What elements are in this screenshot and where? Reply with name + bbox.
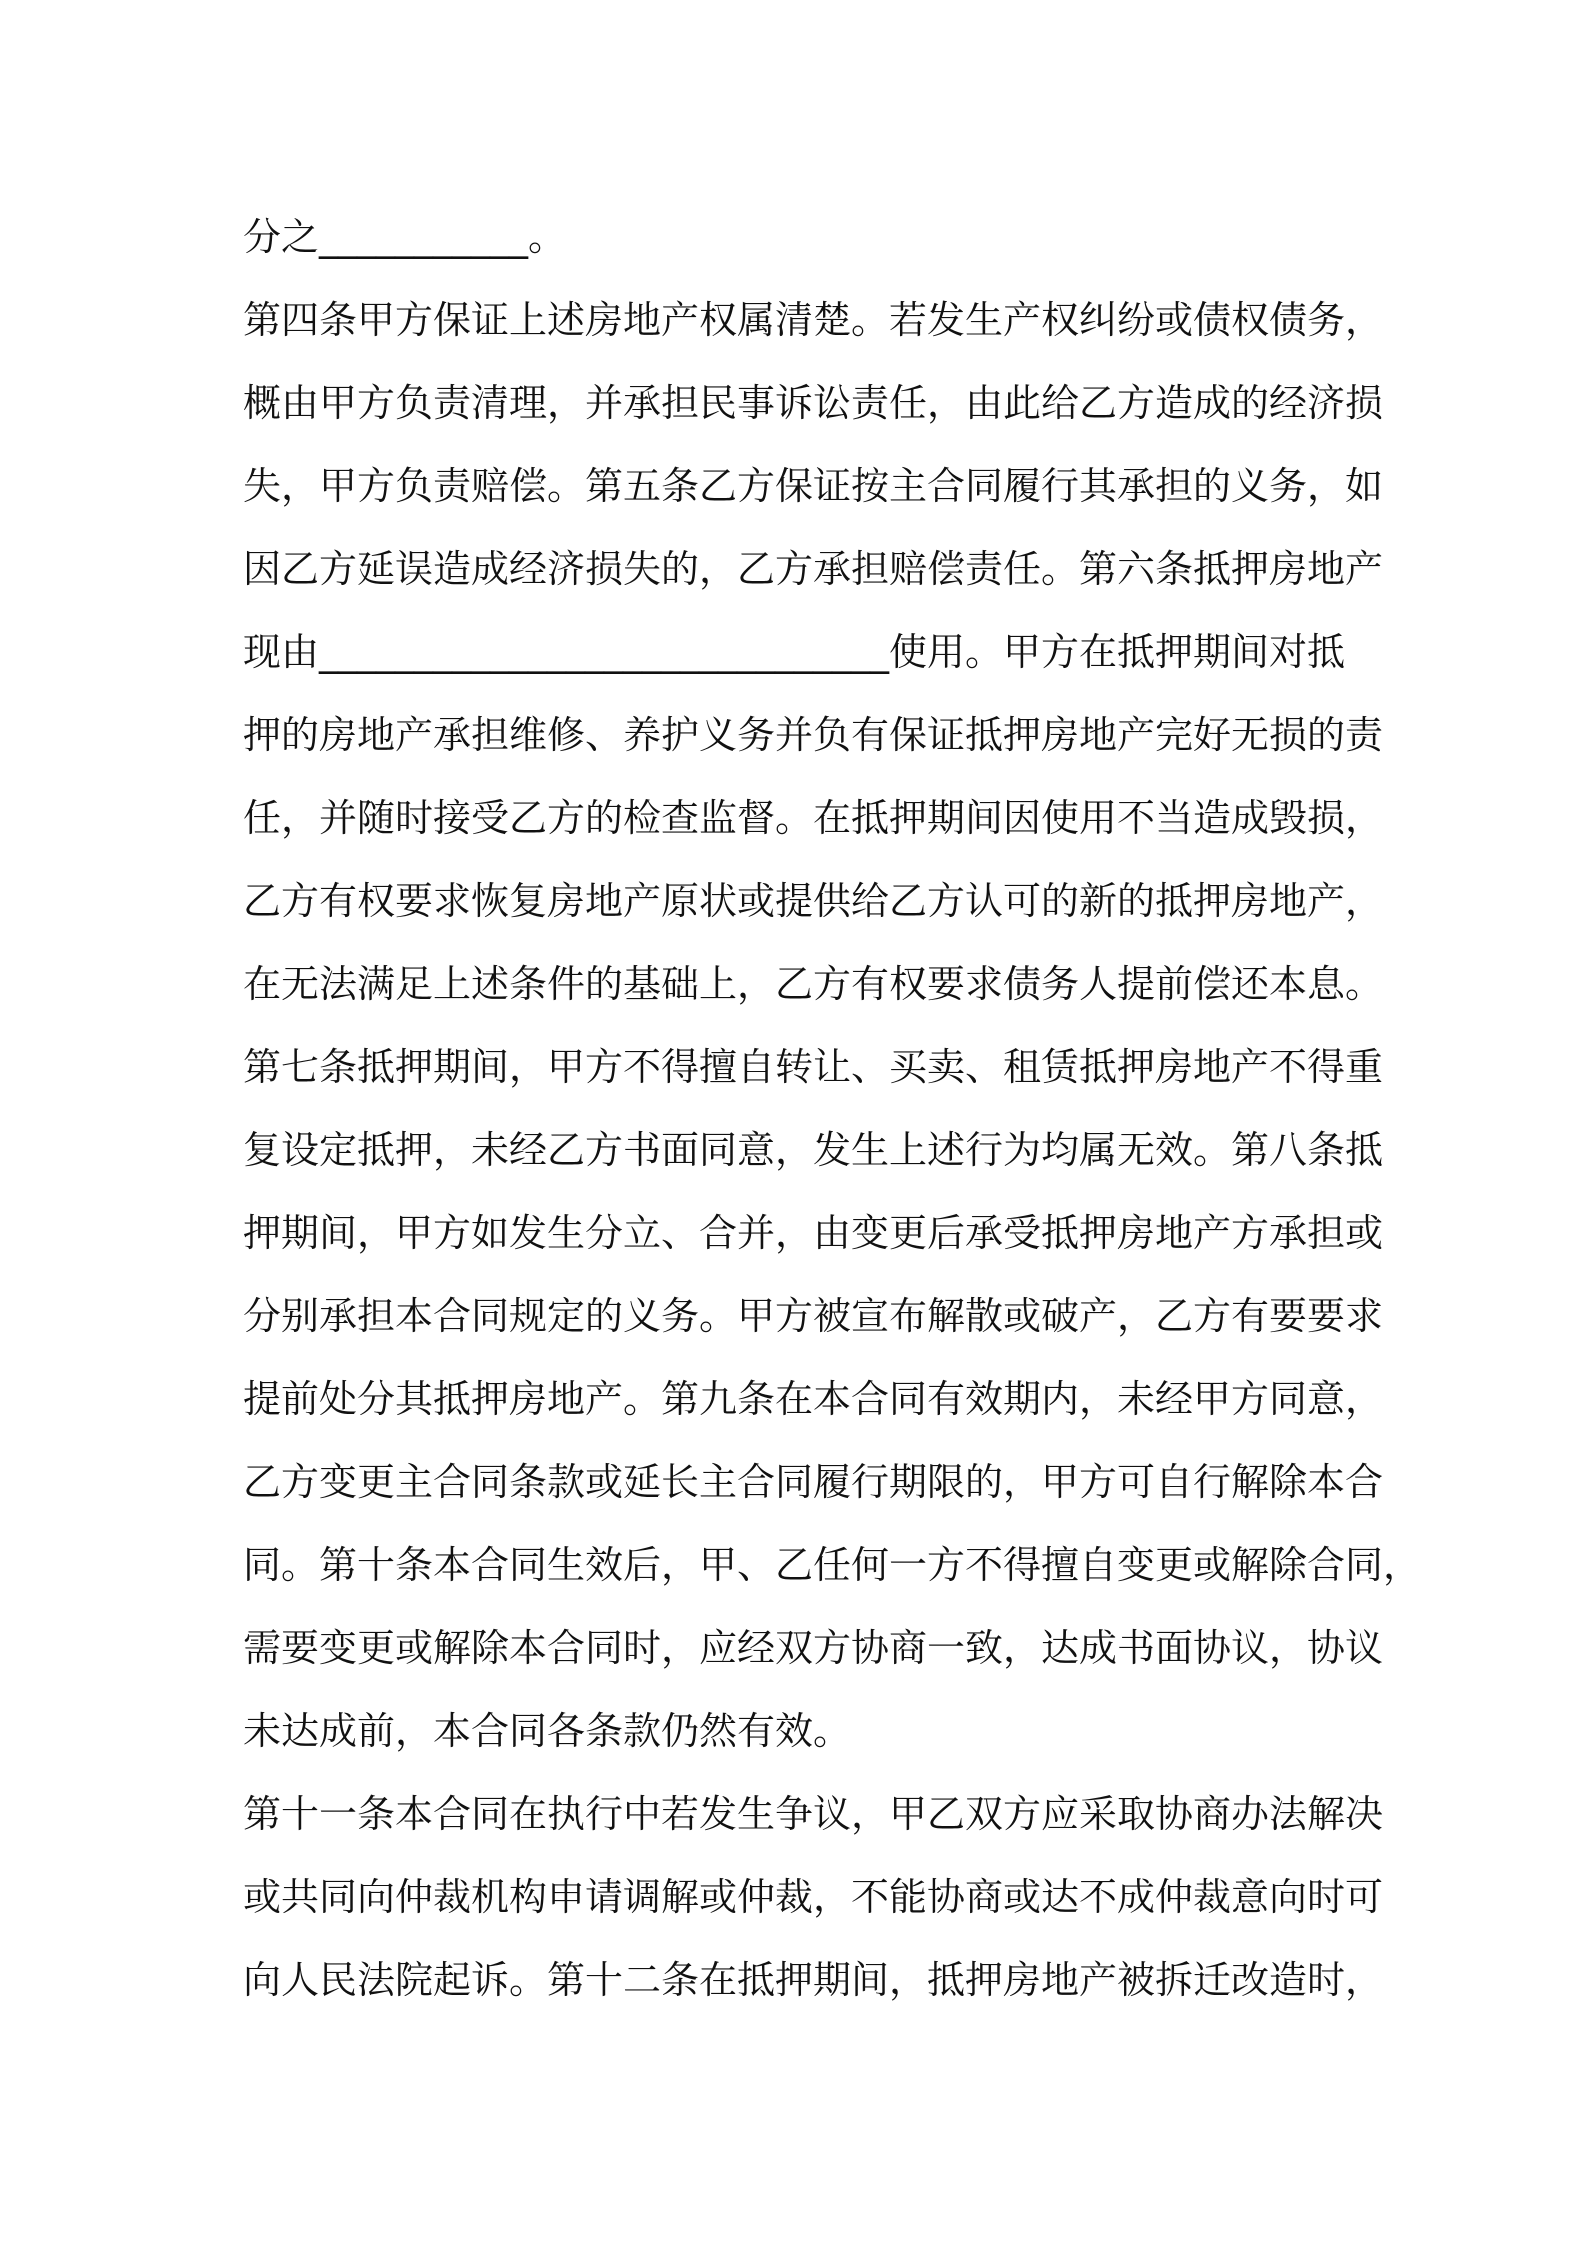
text-line: 复设定抵押，未经乙方书面同意，发生上述行为均属无效。第八条抵 xyxy=(243,1128,1384,1172)
text-line: 现由______________________________使用。甲方在抵押期间对抵 xyxy=(243,630,1346,674)
text-line: 押的房地产承担维修、养护义务并负有保证抵押房地产完好无损的责 xyxy=(243,713,1384,757)
text-line: 同。第十条本合同生效后，甲、乙任何一方不得擅自变更或解除合同， xyxy=(243,1543,1422,1587)
text-line: 失，甲方负责赔偿。第五条乙方保证按主合同履行其承担的义务，如 xyxy=(243,464,1384,508)
text-line: 分之___________。 xyxy=(243,215,567,259)
text-line: 分别承担本合同规定的义务。甲方被宣布解散或破产，乙方有要要求 xyxy=(243,1294,1384,1338)
text-line: 向人民法院起诉。第十二条在抵押期间，抵押房地产被拆迁改造时， xyxy=(243,1958,1384,2002)
text-line: 乙方变更主合同条款或延长主合同履行期限的，甲方可自行解除本合 xyxy=(243,1460,1384,1504)
text-line: 第七条抵押期间，甲方不得擅自转让、买卖、租赁抵押房地产不得重 xyxy=(243,1045,1384,1089)
text-line: 提前处分其抵押房地产。第九条在本合同有效期内，未经甲方同意， xyxy=(243,1377,1384,1421)
text-line: 因乙方延误造成经济损失的，乙方承担赔偿责任。第六条抵押房地产 xyxy=(243,547,1384,591)
text-line: 押期间，甲方如发生分立、合并，由变更后承受抵押房地产方承担或 xyxy=(243,1211,1384,1255)
text-line: 任，并随时接受乙方的检查监督。在抵押期间因使用不当造成毁损， xyxy=(243,796,1384,840)
contract-body-text xyxy=(243,196,1422,2022)
text-line: 概由甲方负责清理，并承担民事诉讼责任，由此给乙方造成的经济损 xyxy=(243,381,1384,425)
text-line: 或共同向仲裁机构申请调解或仲裁，不能协商或达不成仲裁意向时可 xyxy=(243,1875,1384,1919)
text-line: 未达成前，本合同各条款仍然有效。 xyxy=(243,1709,852,1753)
text-line: 需要变更或解除本合同时，应经双方协商一致，达成书面协议，协议 xyxy=(243,1626,1384,1670)
text-line: 第十一条本合同在执行中若发生争议，甲乙双方应采取协商办法解决 xyxy=(243,1792,1384,1836)
text-line: 在无法满足上述条件的基础上，乙方有权要求债务人提前偿还本息。 xyxy=(243,962,1384,1006)
text-line: 第四条甲方保证上述房地产权属清楚。若发生产权纠纷或债权债务， xyxy=(243,298,1384,342)
text-line: 乙方有权要求恢复房地产原状或提供给乙方认可的新的抵押房地产， xyxy=(243,879,1384,923)
